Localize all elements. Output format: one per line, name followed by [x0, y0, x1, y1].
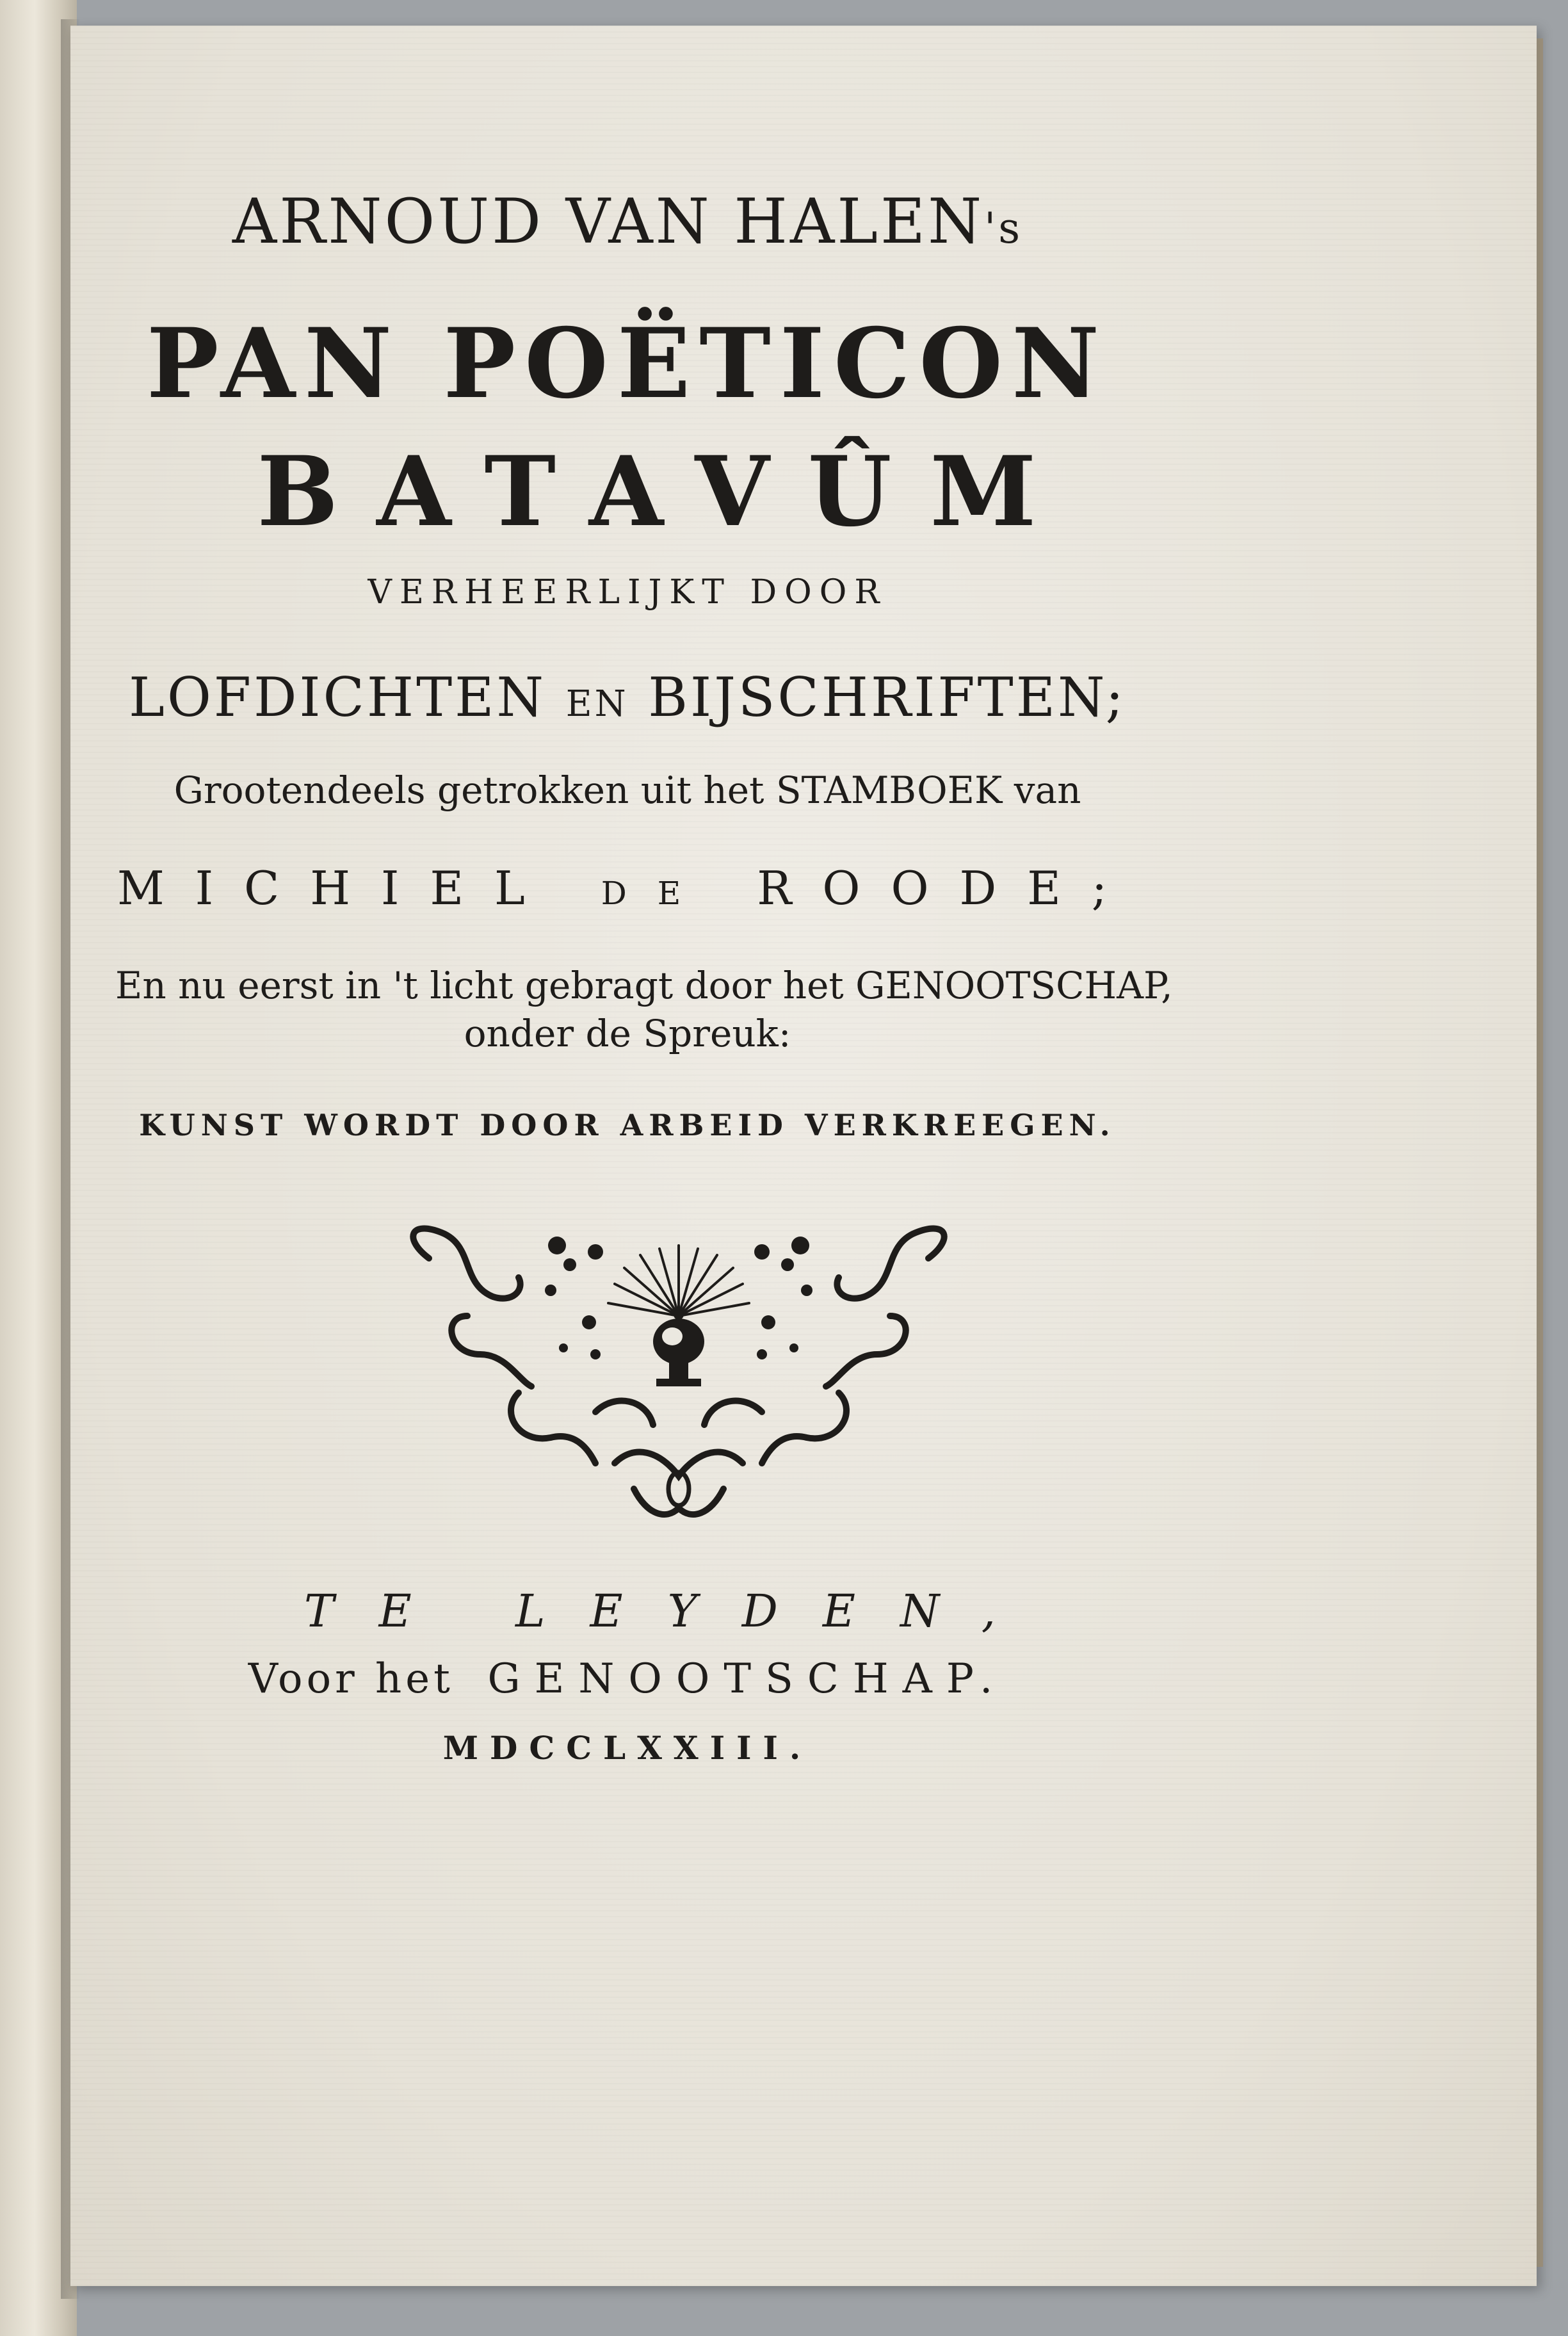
person-name: MICHIEL DE ROODE;	[117, 861, 1138, 915]
source-line: Grootendeels getrokken uit het STAMBOEK van	[174, 768, 1081, 812]
place-line: TE LEYDEN,	[303, 1585, 1041, 1637]
subtitle-intro: VERHEERLIJKT DOOR	[368, 573, 887, 612]
author-line: ARNOUD VAN HALEN's	[232, 186, 1023, 257]
year-line: MDCCLXXIII.	[442, 1729, 812, 1767]
published-line-1: En nu eerst in 't licht gebragt door het GENOOTSCHAP,	[115, 964, 1173, 1007]
subtitle-main: LOFDICHTEN EN BIJSCHRIFTEN;	[129, 666, 1126, 729]
title-line-1: PAN POËTICON	[146, 307, 1109, 420]
published-line-2: onder de Spreuk:	[464, 1012, 791, 1055]
title-line-2: BATAVÛM	[257, 435, 1075, 548]
motto: KUNST WORDT DOOR ARBEID VERKREEGEN.	[139, 1108, 1116, 1142]
baroque-fleuron-ornament-icon	[403, 1220, 954, 1527]
publisher-line: Voor het GENOOTSCHAP.	[248, 1655, 1007, 1703]
